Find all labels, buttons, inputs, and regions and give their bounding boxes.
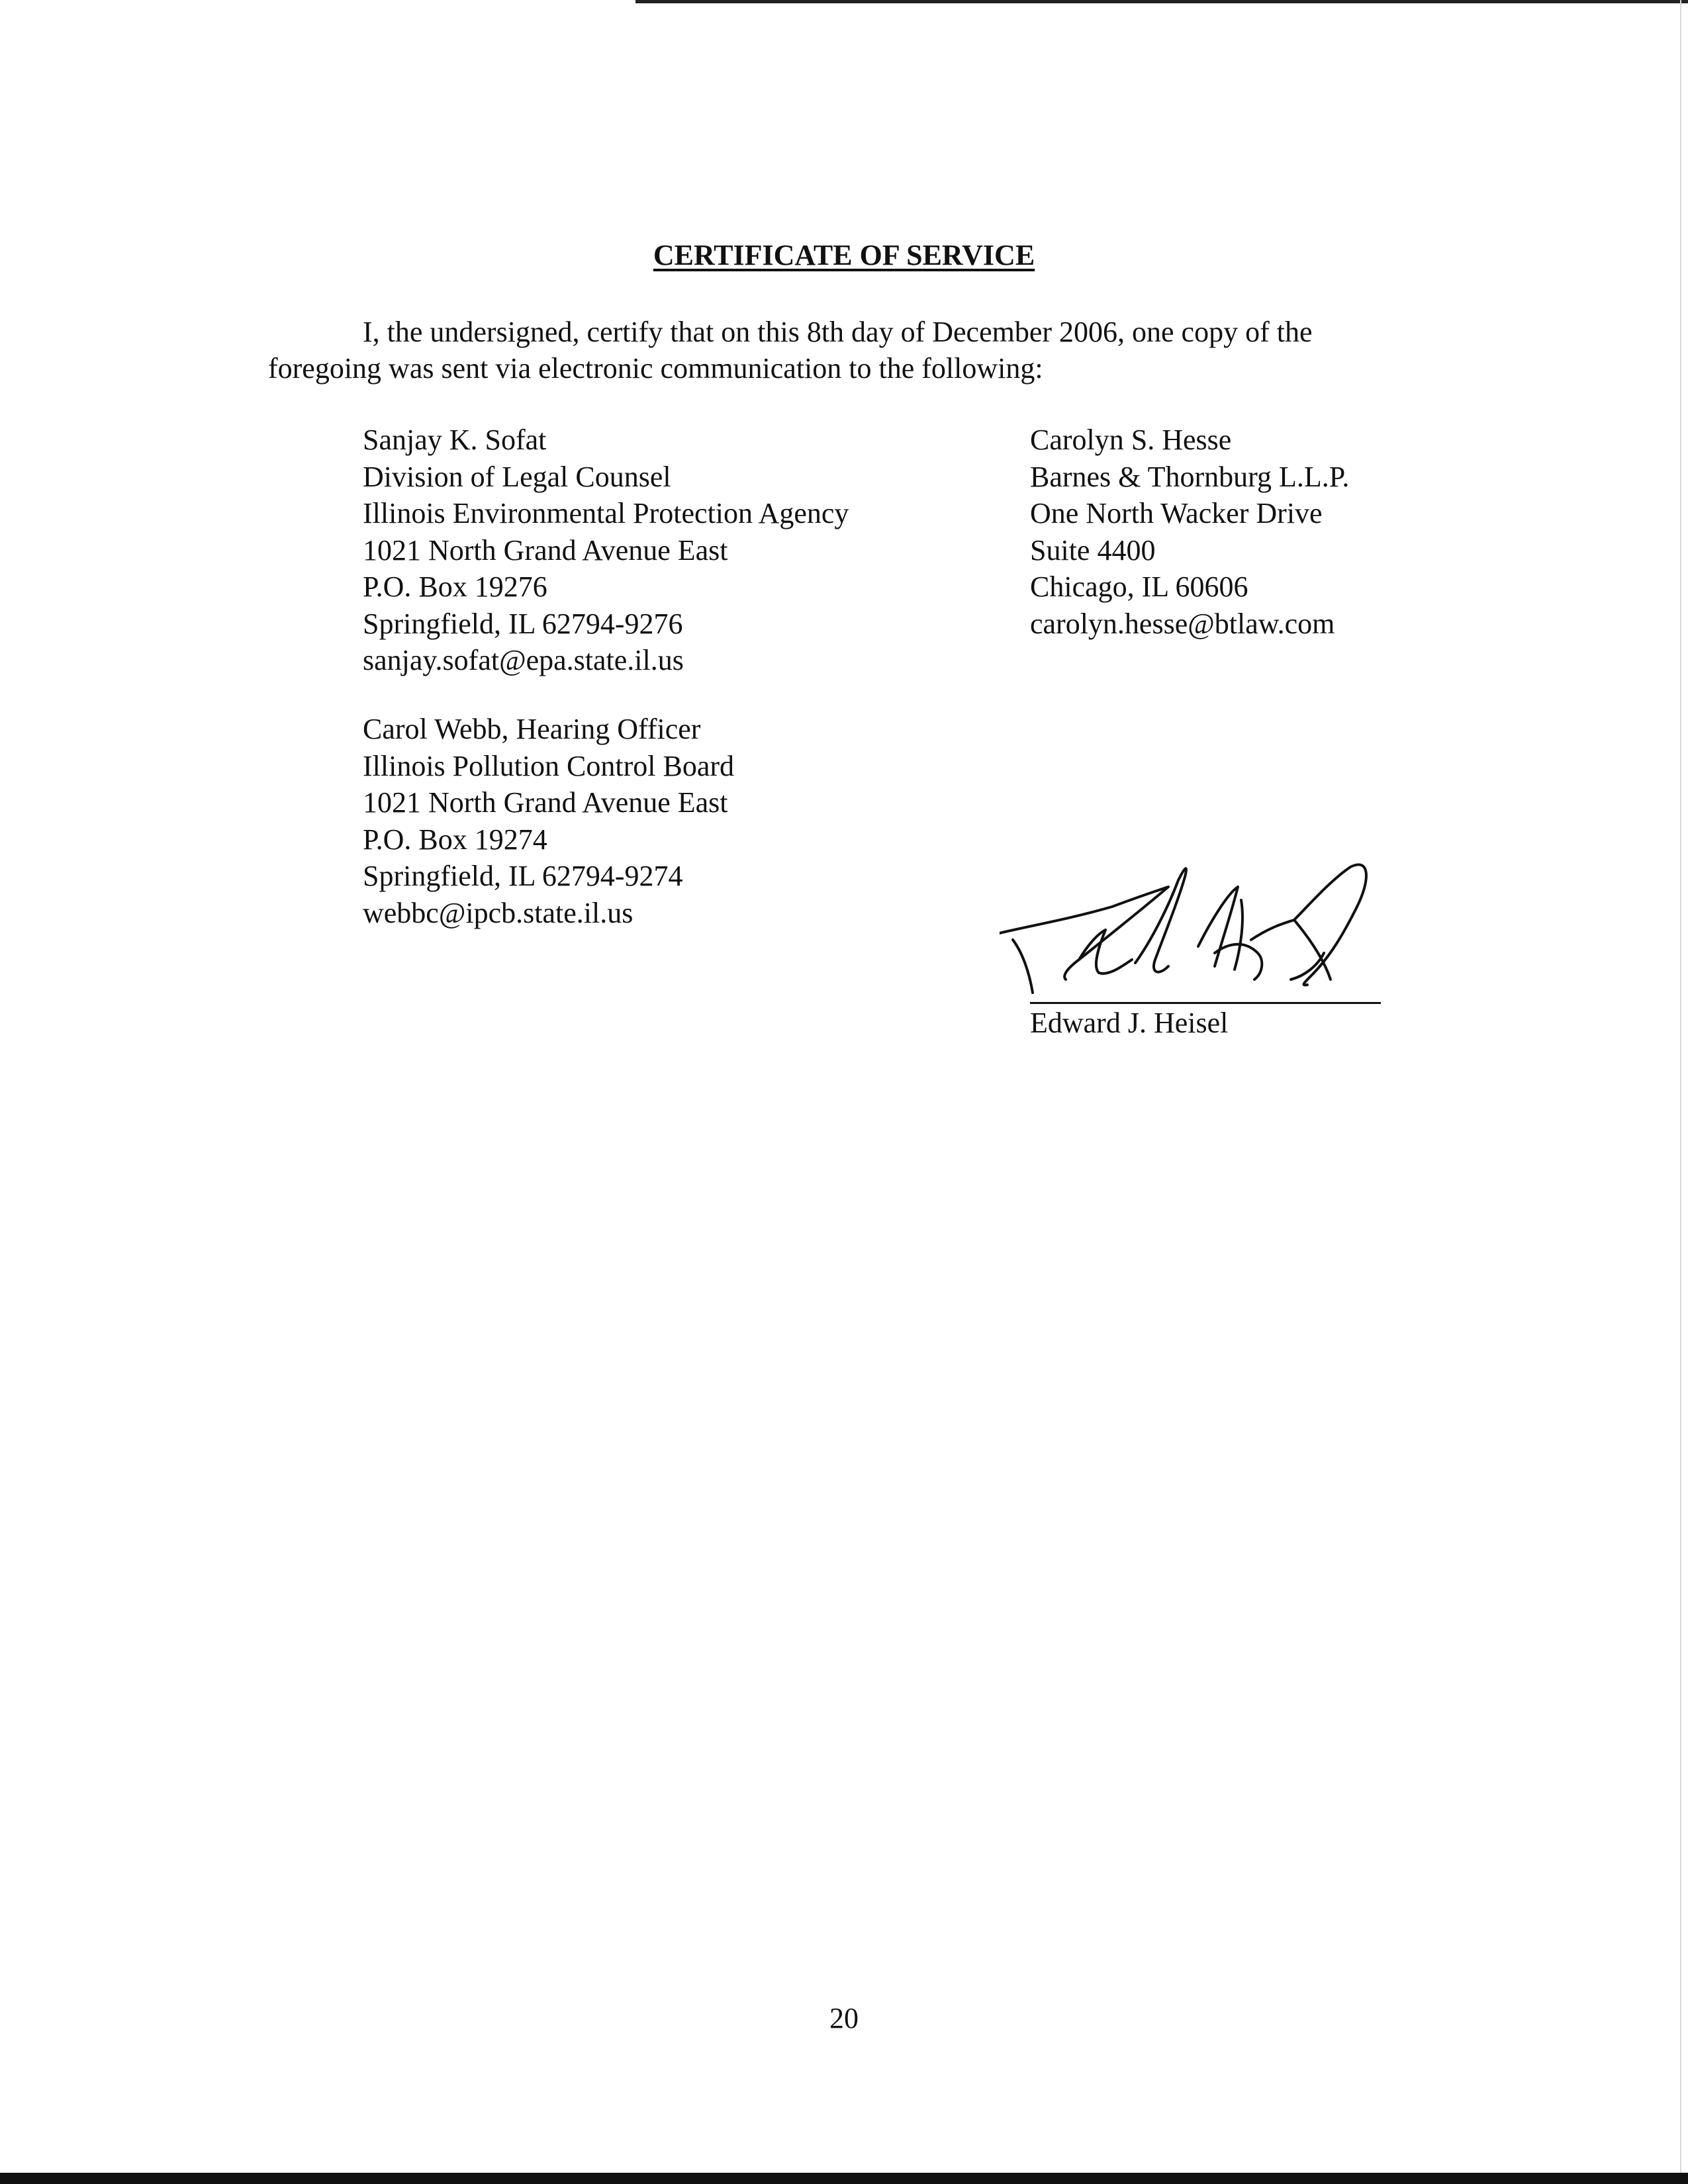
recipient-division: Division of Legal Counsel <box>363 460 671 493</box>
recipient-email: webbc@ipcb.state.il.us <box>363 896 633 929</box>
scan-top-border <box>635 0 1688 3</box>
recipient-city: Chicago, IL 60606 <box>1030 570 1248 603</box>
page-number: 20 <box>829 2002 859 2034</box>
signer-name: Edward J. Heisel <box>1030 1007 1229 1039</box>
recipient-street: 1021 North Grand Avenue East <box>363 786 728 819</box>
recipient-address-sofat <box>363 422 849 679</box>
recipient-address-webb <box>363 711 734 931</box>
scan-bottom-border <box>0 2173 1688 2184</box>
document-title: CERTIFICATE OF SERVICE <box>653 239 1035 271</box>
recipient-street: One North Wacker Drive <box>1030 497 1323 529</box>
recipient-street: 1021 North Grand Avenue East <box>363 533 728 567</box>
recipient-email: carolyn.hesse@btlaw.com <box>1030 607 1335 640</box>
recipient-organization: Illinois Pollution Control Board <box>363 749 735 782</box>
recipient-name: Carol Webb, Hearing Officer <box>363 713 701 745</box>
intro-line-1: I, the undersigned, certify that on this 8th day of December 2006, one copy of the <box>363 316 1313 348</box>
signature-line <box>1030 1002 1381 1004</box>
recipient-po-box: P.O. Box 19276 <box>363 570 547 603</box>
recipient-email: sanjay.sofat@epa.state.il.us <box>363 644 684 676</box>
recipient-organization: Illinois Environmental Protection Agency <box>363 497 849 529</box>
recipient-suite: Suite 4400 <box>1030 533 1156 567</box>
handwritten-signature <box>1000 860 1423 1013</box>
recipient-name: Carolyn S. Hesse <box>1030 424 1232 456</box>
scan-right-edge <box>1680 0 1681 2184</box>
intro-line-2: foregoing was sent via electronic communication to the following: <box>268 352 1043 385</box>
recipient-city: Springfield, IL 62794-9274 <box>363 860 683 892</box>
recipient-firm: Barnes & Thornburg L.L.P. <box>1030 460 1350 493</box>
recipient-name: Sanjay K. Sofat <box>363 424 547 456</box>
recipient-po-box: P.O. Box 19274 <box>363 823 547 856</box>
recipient-address-hesse <box>1030 422 1349 642</box>
recipient-city: Springfield, IL 62794-9276 <box>363 607 683 640</box>
